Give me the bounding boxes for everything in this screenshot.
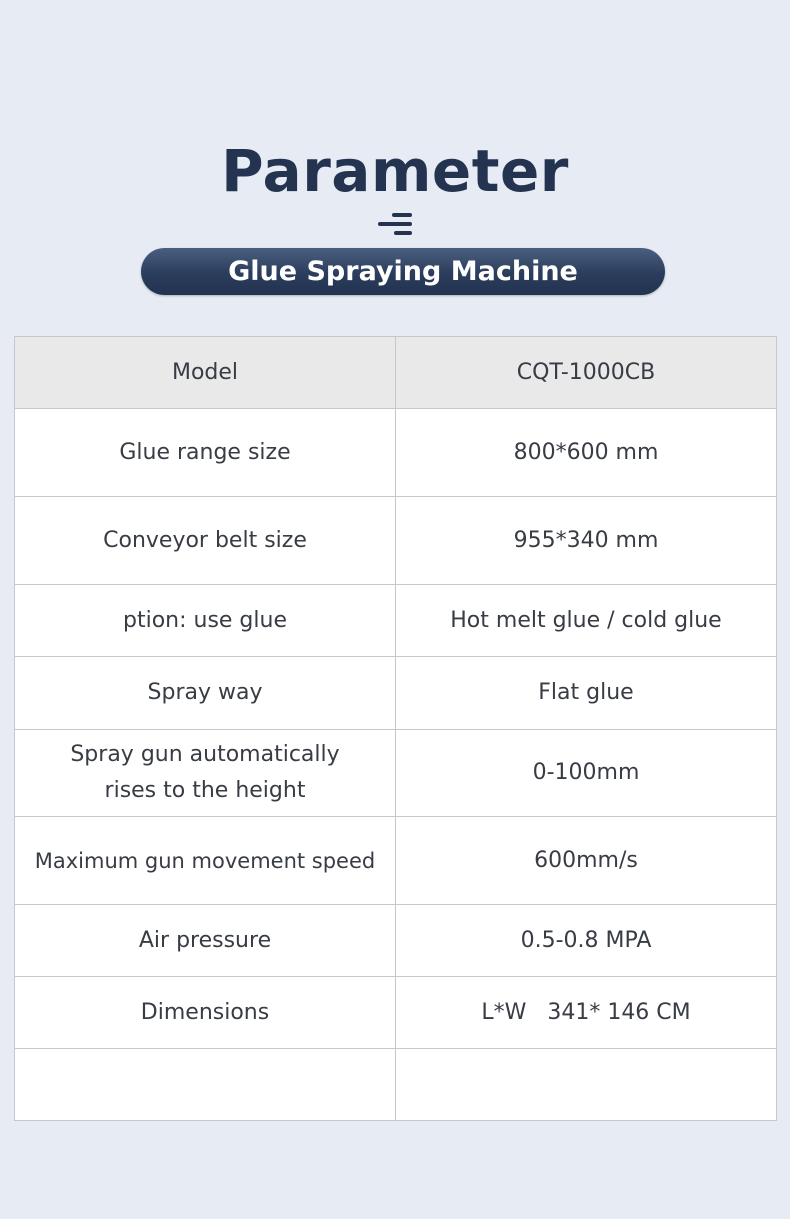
- param-name-cell: ption: use glue: [15, 585, 396, 657]
- param-name-cell: Dimensions: [15, 977, 396, 1049]
- param-value-cell: 0-100mm: [396, 730, 777, 817]
- param-value-cell: 955*340 mm: [396, 497, 777, 585]
- param-name-cell: Model: [15, 337, 396, 409]
- param-value-cell: CQT-1000CB: [396, 337, 777, 409]
- param-value-cell: 600mm/s: [396, 817, 777, 905]
- table-row: [15, 730, 777, 817]
- param-name-cell: Glue range size: [15, 409, 396, 497]
- table-row: [15, 657, 777, 730]
- param-value-cell: [396, 1049, 777, 1121]
- param-value-cell: Flat glue: [396, 657, 777, 730]
- page-title: Parameter: [221, 137, 569, 205]
- parameter-table: [14, 336, 777, 1121]
- table-row: [15, 1049, 777, 1121]
- param-value-cell: L*W 341* 146 CM: [396, 977, 777, 1049]
- table-row: [15, 409, 777, 497]
- param-value-cell: 800*600 mm: [396, 409, 777, 497]
- param-value-cell: Hot melt glue / cold glue: [396, 585, 777, 657]
- table-header-row: [15, 337, 777, 409]
- table-row: [15, 585, 777, 657]
- param-name-cell: Conveyor belt size: [15, 497, 396, 585]
- table-row: [15, 817, 777, 905]
- param-name-cell: Air pressure: [15, 905, 396, 977]
- lines-icon: [378, 213, 412, 237]
- param-name-cell: Spray gun automatically rises to the height: [15, 730, 396, 817]
- param-value-cell: 0.5-0.8 MPA: [396, 905, 777, 977]
- table-row: [15, 977, 777, 1049]
- product-name-banner: Glue Spraying Machine: [141, 248, 665, 295]
- param-name-cell: Spray way: [15, 657, 396, 730]
- table-row: [15, 905, 777, 977]
- param-name-cell: Maximum gun movement speed: [15, 817, 396, 905]
- param-name-cell: [15, 1049, 396, 1121]
- table-row: [15, 497, 777, 585]
